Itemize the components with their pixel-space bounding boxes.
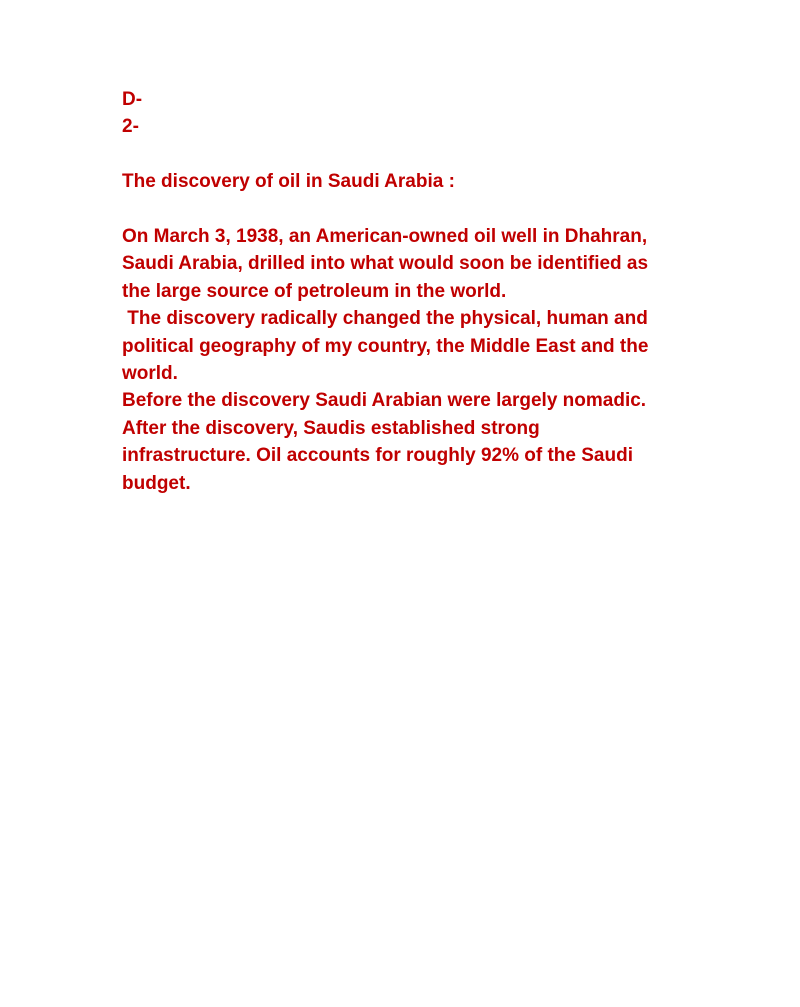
header-line-1: D- (122, 89, 143, 110)
body-line: After the discovery, Saudis established strong (122, 417, 540, 439)
document-page (122, 86, 722, 497)
body-line: infrastructure. Oil accounts for roughly 92% of the Saudi (122, 445, 633, 467)
header-line-2: 2- (122, 116, 139, 138)
body-line: world. (122, 363, 178, 385)
spacer (122, 196, 722, 223)
body-line: the large source of petroleum in the world. (122, 280, 507, 302)
spacer (122, 141, 722, 168)
body-line: Before the discovery Saudi Arabian were largely nomadic. (122, 390, 647, 412)
body-line: On March 3, 1938, an American-owned oil well in Dhahran, (122, 226, 648, 247)
body-line: The discovery radically changed the physical, human and (122, 308, 648, 330)
document-title: The discovery of oil in Saudi Arabia : (122, 171, 455, 193)
body-line: budget. (122, 472, 191, 494)
body-line: Saudi Arabia, drilled into what would soon be identified as (122, 253, 649, 275)
body-line: political geography of my country, the Middle East and the (122, 335, 649, 357)
